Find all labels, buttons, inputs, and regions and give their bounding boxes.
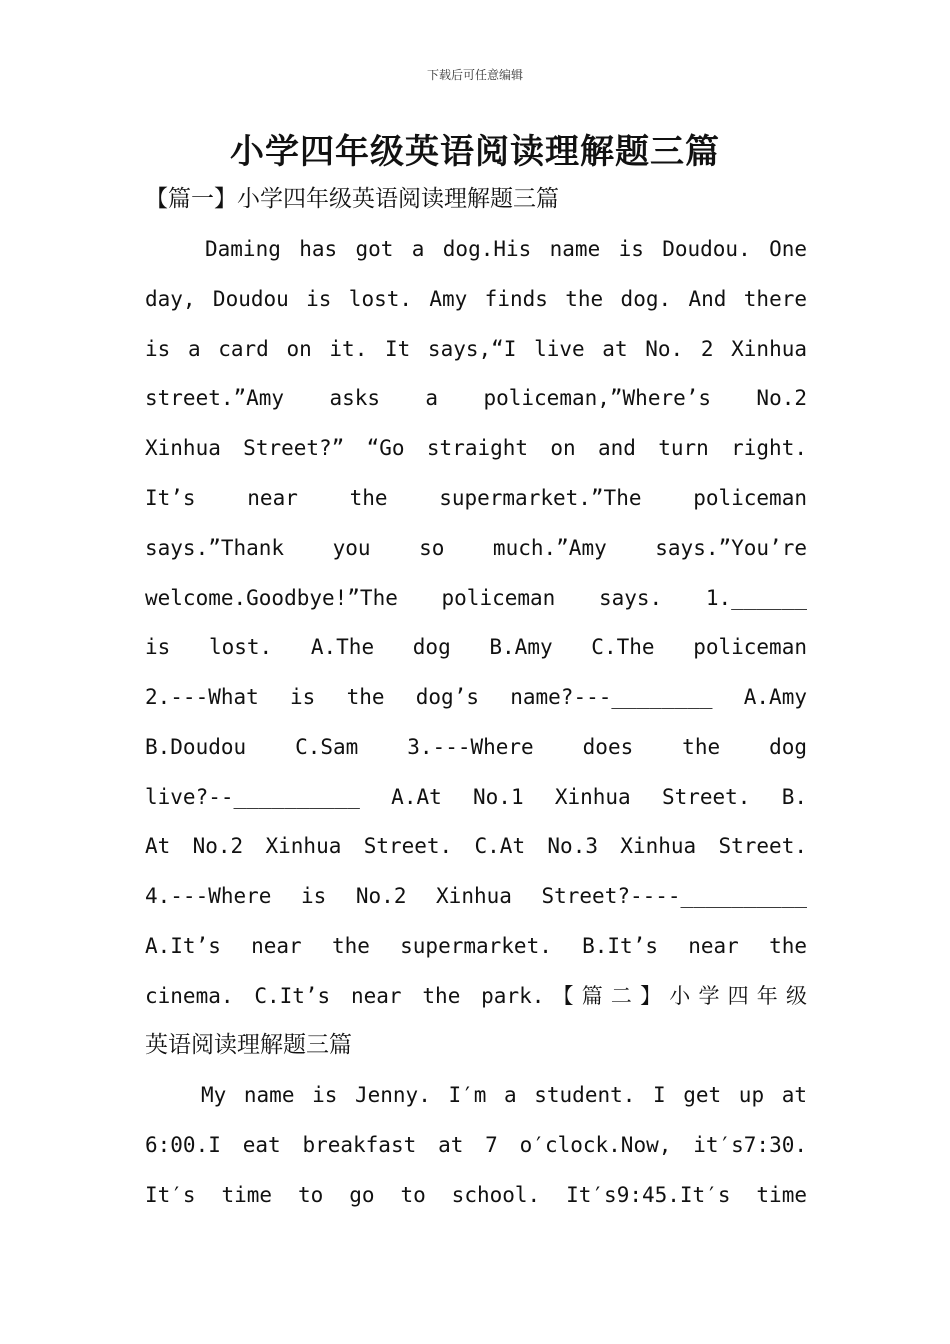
section-heading-2: 英语阅读理解题三篇 bbox=[145, 1032, 352, 1058]
question-line: is lost. A.The dog B.Amy C.The policeman bbox=[145, 635, 807, 659]
paragraph-line: Daming has got a dog.His name is Doudou. One bbox=[205, 237, 807, 261]
paragraph-line: says.”Thank you so much.”Amy says.”You’re bbox=[145, 536, 807, 560]
question-line: cinema. C.It’s near the park.【篇二】小学四年级 bbox=[145, 984, 807, 1008]
paragraph-line: welcome.Goodbye!”The policeman says. 1.______ bbox=[145, 586, 807, 610]
paragraph-line: My name is Jenny. I′m a student. I get up at bbox=[201, 1083, 807, 1107]
paragraph-line: It′s time to go to school. It′s9:45.It′s time bbox=[145, 1183, 807, 1207]
paragraph-line: street.”Amy asks a policeman,”Where’s No.2 bbox=[145, 386, 807, 410]
paragraph-line: Xinhua Street?” “Go straight on and turn right. bbox=[145, 436, 807, 460]
question-line: At No.2 Xinhua Street. C.At No.3 Xinhua Street. bbox=[145, 834, 807, 858]
question-line: 2.---What is the dog’s name?---________ A.Amy bbox=[145, 685, 807, 709]
question-line: B.Doudou C.Sam 3.---Where does the dog bbox=[145, 735, 807, 759]
section-heading-1: 【篇一】小学四年级英语阅读理解题三篇 bbox=[145, 186, 559, 212]
paragraph-line: is a card on it. It says,“I live at No. 2 Xinhua bbox=[145, 337, 807, 361]
paragraph-line: It’s near the supermarket.”The policeman bbox=[145, 486, 807, 510]
document-title: 小学四年级英语阅读理解题三篇 bbox=[230, 132, 720, 172]
header-note: 下载后可任意编辑 bbox=[426, 68, 523, 82]
question-line: 4.---Where is No.2 Xinhua Street?----__________ bbox=[145, 884, 807, 908]
paragraph-line: day, Doudou is lost. Amy finds the dog. And there bbox=[145, 287, 807, 311]
paragraph-line: 6:00.I eat breakfast at 7 o′clock.Now, it′s7:30. bbox=[145, 1133, 807, 1157]
question-line: A.It’s near the supermarket. B.It’s near the bbox=[145, 934, 807, 958]
question-line: live?--__________ A.At No.1 Xinhua Street. B. bbox=[145, 785, 807, 809]
